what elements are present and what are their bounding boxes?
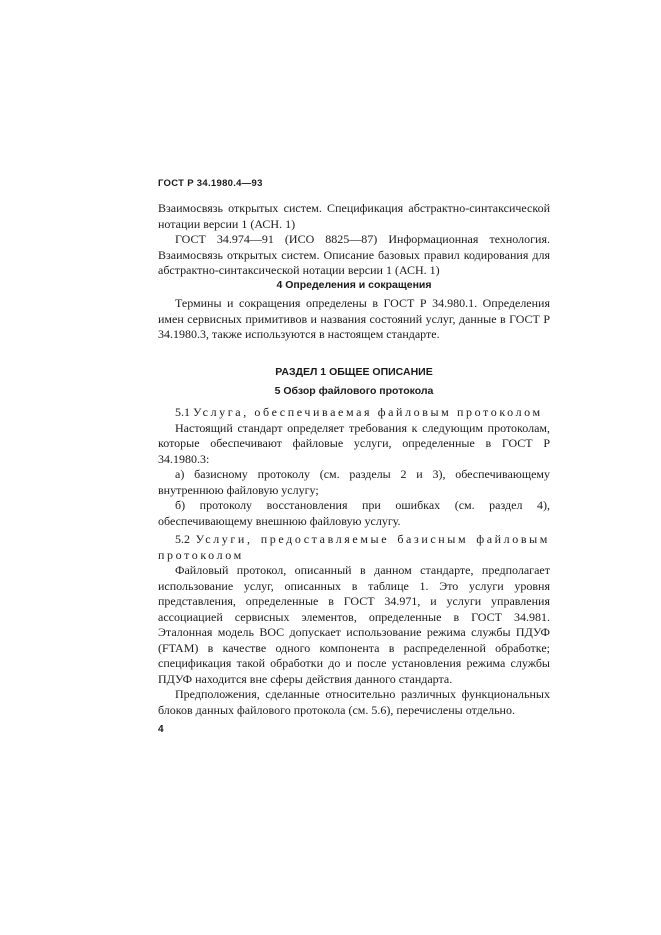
paragraph: Файловый протокол, описанный в данном стандарте, предполагает использование услуг, описанных в таблице 1. Это услуги уровня представления, определенные в ГОСТ 34.971, и услуги управления ассоциацией сервисных элементов, определенные в ГОСТ 34.981. Эталонная модель ВОС допускает использование режима службы ПДУФ (FTAM) в качестве одного компонента в распределенной обработке; спецификация такой обработки до и после установления режима службы ПДУФ находится вне сферы действия данного стандарта. <box>158 563 550 686</box>
part-1-heading-wrap <box>158 366 550 378</box>
references-block <box>158 201 550 279</box>
paragraph: Настоящий стандарт определяет требования к следующим протоколам, которые обеспечивают файловые услуги, определенные в ГОСТ Р 34.1980.3: <box>158 420 550 466</box>
subsection-number: 5.1 <box>175 405 190 419</box>
subsection-title: Услуга, обеспечиваемая файловым протоколом <box>193 405 543 419</box>
paragraph: Предположения, сделанные относительно различных функциональных блоков данных файлового протокола (см. 5.6), перечислены отдельно. <box>158 687 550 717</box>
section-heading: 5 Обзор файлового протокола <box>274 385 434 397</box>
list-item: б) протоколу восстановления при ошибках (см. раздел 4), обеспечивающему внешнюю файловую услугу. <box>158 498 550 528</box>
subsection-number: 5.2 <box>175 532 190 546</box>
subsection-title: Услуги, предоставляемые базисным файловым протоколом <box>158 532 550 562</box>
section-heading: 4 Определения и сокращения <box>276 279 432 291</box>
part-heading: РАЗДЕЛ 1 ОБЩЕЕ ОПИСАНИЕ <box>275 366 433 378</box>
subsection-heading <box>158 405 550 421</box>
list-item: а) базисному протоколу (см. разделы 2 и 3), обеспечивающему внутреннюю файловую услугу; <box>158 467 550 497</box>
section-4-body <box>158 296 550 343</box>
section-4 <box>158 279 550 291</box>
section-5 <box>158 385 550 397</box>
section-5-body <box>158 405 550 718</box>
page-number: 4 <box>158 724 164 735</box>
reference-paragraph: ГОСТ 34.974—91 (ИСО 8825—87) Информационная технология. Взаимосвязь открытых систем. Описание базовых правил кодирования для абстрактно-синтаксической нотации версии 1 (АСН. 1) <box>158 232 550 277</box>
document-code-header: ГОСТ Р 34.1980.4—93 <box>158 178 263 189</box>
paragraph: Термины и сокращения определены в ГОСТ Р 34.980.1. Определения имен сервисных примитивов и названия состояний услуг, данные в ГОСТ Р 34.1980.3, также используются в настоящем стандарте. <box>158 296 550 341</box>
reference-paragraph: Взаимосвязь открытых систем. Спецификация абстрактно-синтаксической нотации версии 1 (АСН. 1) <box>158 201 550 231</box>
subsection-heading <box>158 532 550 563</box>
